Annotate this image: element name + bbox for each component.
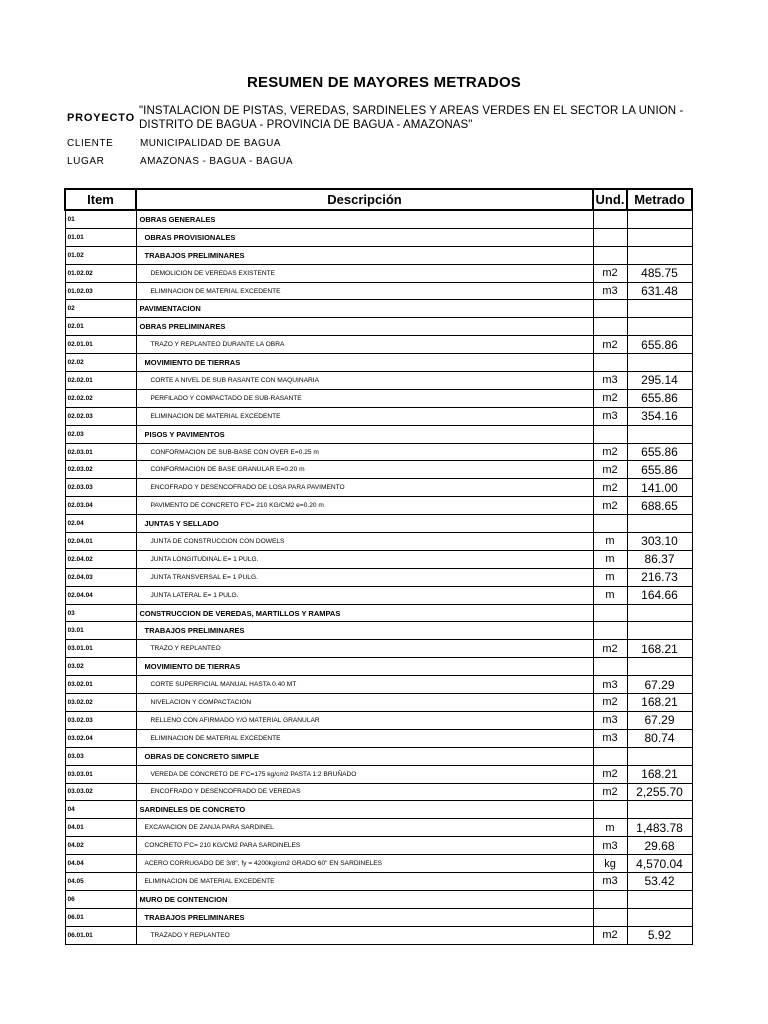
metrado-cell: 303.10: [627, 533, 692, 551]
table-header-row: [65, 189, 692, 210]
unit-cell: m3: [593, 282, 627, 300]
item-cell: 03: [65, 604, 136, 622]
item-cell: 02.03: [65, 425, 136, 443]
item-cell: 02.04.02: [65, 550, 136, 568]
description-cell: NIVELACION Y COMPACTACION: [136, 694, 593, 712]
metrado-cell: [627, 604, 692, 622]
table-row: [65, 604, 692, 622]
table-row: [65, 658, 692, 676]
description-cell: ELIMINACION DE MATERIAL EXCEDENTE: [136, 872, 593, 890]
metrado-cell: 655.86: [627, 461, 692, 479]
description-cell: PAVIMENTACION: [136, 300, 593, 318]
unit-cell: m: [593, 586, 627, 604]
unit-cell: [593, 354, 627, 372]
description-cell: MURO DE CONTENCION: [136, 890, 593, 908]
table-row: [65, 550, 692, 568]
unit-cell: m2: [593, 389, 627, 407]
table-row: [65, 282, 692, 300]
table-row: [65, 801, 692, 819]
description-cell: PAVIMENTO DE CONCRETO F'C= 210 KG/CM2 e=0.20 m: [136, 497, 593, 515]
metrados-table: [64, 188, 693, 945]
table-row: [65, 479, 692, 497]
description-cell: ENCOFRADO Y DESENCOFRADO DE LOSA PARA PAVIMENTO: [136, 479, 593, 497]
table-row: [65, 908, 692, 926]
table-row: [65, 586, 692, 604]
unit-cell: m: [593, 550, 627, 568]
description-cell: CONFORMACION DE BASE GRANULAR E=0.20 m: [136, 461, 593, 479]
unit-cell: [593, 658, 627, 676]
description-cell: OBRAS GENERALES: [136, 210, 593, 228]
description-cell: MOVIMIENTO DE TIERRAS: [136, 354, 593, 372]
table-row: [65, 389, 692, 407]
metrado-cell: 67.29: [627, 676, 692, 694]
description-cell: TRABAJOS PRELIMINARES: [136, 622, 593, 640]
table-row: [65, 228, 692, 246]
description-cell: ENCOFRADO Y DESENCOFRADO DE VEREDAS: [136, 783, 593, 801]
description-cell: CORTE A NIVEL DE SUB RASANTE CON MAQUINARIA: [136, 372, 593, 390]
unit-cell: [593, 210, 627, 228]
item-cell: 01.02: [65, 246, 136, 264]
item-cell: 01: [65, 210, 136, 228]
table-row: [65, 372, 692, 390]
item-cell: 04.05: [65, 872, 136, 890]
lugar-value: AMAZONAS - BAGUA - BAGUA: [140, 156, 293, 167]
metrado-cell: [627, 658, 692, 676]
item-cell: 02.04: [65, 515, 136, 533]
unit-cell: m2: [593, 336, 627, 354]
table-row: [65, 819, 692, 837]
unit-cell: m2: [593, 694, 627, 712]
item-cell: 03.02: [65, 658, 136, 676]
unit-cell: m2: [593, 765, 627, 783]
metrado-cell: 2,255.70: [627, 783, 692, 801]
unit-cell: m3: [593, 372, 627, 390]
lugar-label: LUGAR: [67, 156, 105, 167]
item-cell: 06.01: [65, 908, 136, 926]
item-cell: 02.03.02: [65, 461, 136, 479]
unit-cell: [593, 318, 627, 336]
item-cell: 02.03.03: [65, 479, 136, 497]
description-cell: ELIMINACION DE MATERIAL EXCEDENTE: [136, 729, 593, 747]
description-cell: EXCAVACION DE ZANJA PARA SARDINEL: [136, 819, 593, 837]
item-cell: 03.02.01: [65, 676, 136, 694]
table-row: [65, 264, 692, 282]
description-cell: TRAZO Y REPLANTEO DURANTE LA OBRA: [136, 336, 593, 354]
unit-cell: [593, 425, 627, 443]
description-cell: TRAZADO Y REPLANTEO: [136, 926, 593, 944]
description-cell: ELIMINACION DE MATERIAL EXCEDENTE: [136, 282, 593, 300]
metrado-cell: [627, 622, 692, 640]
metrado-cell: 141.00: [627, 479, 692, 497]
metrado-cell: 4,570.04: [627, 855, 692, 873]
metrado-cell: 86.37: [627, 550, 692, 568]
unit-cell: [593, 908, 627, 926]
unit-cell: [593, 246, 627, 264]
metrado-cell: 5.92: [627, 926, 692, 944]
metrado-cell: [627, 300, 692, 318]
metrado-cell: 485.75: [627, 264, 692, 282]
unit-cell: m2: [593, 926, 627, 944]
table-row: [65, 533, 692, 551]
unit-cell: m2: [593, 783, 627, 801]
metrado-cell: 216.73: [627, 568, 692, 586]
description-cell: ACERO CORRUGADO DE 3/8", fy = 4200kg/cm2 GRADO 60" EN SARDINELES: [136, 855, 593, 873]
table-row: [65, 926, 692, 944]
description-cell: CONSTRUCCION DE VEREDAS, MARTILLOS Y RAMPAS: [136, 604, 593, 622]
metrado-cell: 168.21: [627, 640, 692, 658]
item-cell: 02.03.01: [65, 443, 136, 461]
description-cell: OBRAS DE CONCRETO SIMPLE: [136, 747, 593, 765]
unit-cell: [593, 515, 627, 533]
column-header-und: Und.: [593, 189, 627, 210]
page-title: RESUMEN DE MAYORES METRADOS: [246, 74, 522, 91]
description-cell: OBRAS PROVISIONALES: [136, 228, 593, 246]
metrado-cell: 655.86: [627, 443, 692, 461]
table-row: [65, 210, 692, 228]
description-cell: ELIMINACION DE MATERIAL EXCEDENTE: [136, 407, 593, 425]
table-row: [65, 407, 692, 425]
table-row: [65, 640, 692, 658]
metrado-cell: [627, 890, 692, 908]
description-cell: SARDINELES DE CONCRETO: [136, 801, 593, 819]
item-cell: 02.02: [65, 354, 136, 372]
unit-cell: [593, 622, 627, 640]
unit-cell: m3: [593, 711, 627, 729]
description-cell: TRABAJOS PRELIMINARES: [136, 908, 593, 926]
metrado-cell: 655.86: [627, 389, 692, 407]
unit-cell: m3: [593, 837, 627, 855]
unit-cell: m: [593, 533, 627, 551]
metrado-cell: [627, 210, 692, 228]
description-cell: JUNTA TRANSVERSAL E= 1 PULG.: [136, 568, 593, 586]
item-cell: 02: [65, 300, 136, 318]
description-cell: RELLENO CON AFIRMADO Y/O MATERIAL GRANULAR: [136, 711, 593, 729]
item-cell: 03.03.02: [65, 783, 136, 801]
description-cell: JUNTA LONGITUDINAL E= 1 PULG.: [136, 550, 593, 568]
description-cell: VEREDA DE CONCRETO DE F'C=175 kg/cm2 PASTA 1:2 BRUÑADO: [136, 765, 593, 783]
table-row: [65, 890, 692, 908]
table-row: [65, 747, 692, 765]
column-header-descripcion: Descripción: [136, 189, 593, 210]
item-cell: 03.02.04: [65, 729, 136, 747]
unit-cell: m2: [593, 479, 627, 497]
table-row: [65, 425, 692, 443]
unit-cell: [593, 801, 627, 819]
metrado-cell: 688.65: [627, 497, 692, 515]
description-cell: JUNTA DE CONSTRUCCION CON DOWELS: [136, 533, 593, 551]
metrado-cell: 29.68: [627, 837, 692, 855]
item-cell: 02.04.03: [65, 568, 136, 586]
description-cell: CORTE SUPERFICIAL MANUAL HASTA 0.40 MT: [136, 676, 593, 694]
item-cell: 06: [65, 890, 136, 908]
table-row: [65, 354, 692, 372]
description-cell: MOVIMIENTO DE TIERRAS: [136, 658, 593, 676]
metrado-cell: 53.42: [627, 872, 692, 890]
metrado-cell: 354.16: [627, 407, 692, 425]
table-row: [65, 872, 692, 890]
item-cell: 01.01: [65, 228, 136, 246]
column-header-metrado: Metrado: [627, 189, 692, 210]
table-row: [65, 443, 692, 461]
unit-cell: m3: [593, 676, 627, 694]
description-cell: TRABAJOS PRELIMINARES: [136, 246, 593, 264]
metrado-cell: 168.21: [627, 765, 692, 783]
item-cell: 02.02.02: [65, 389, 136, 407]
metrado-cell: 168.21: [627, 694, 692, 712]
unit-cell: m2: [593, 461, 627, 479]
item-cell: 03.03.01: [65, 765, 136, 783]
item-cell: 03.02.02: [65, 694, 136, 712]
metrado-cell: [627, 515, 692, 533]
description-cell: JUNTA LATERAL E= 1 PULG.: [136, 586, 593, 604]
metrado-cell: [627, 801, 692, 819]
metrado-cell: 67.29: [627, 711, 692, 729]
item-cell: 03.01: [65, 622, 136, 640]
metrado-cell: 164.66: [627, 586, 692, 604]
table-row: [65, 246, 692, 264]
table-row: [65, 676, 692, 694]
metrado-cell: [627, 747, 692, 765]
unit-cell: kg: [593, 855, 627, 873]
metrado-cell: 295.14: [627, 372, 692, 390]
metrado-cell: [627, 246, 692, 264]
item-cell: 02.02.01: [65, 372, 136, 390]
metrado-cell: [627, 228, 692, 246]
item-cell: 04.04: [65, 855, 136, 873]
metrado-cell: [627, 908, 692, 926]
item-cell: 01.02.02: [65, 264, 136, 282]
cliente-label: CLIENTE: [67, 138, 114, 149]
metrado-cell: 655.86: [627, 336, 692, 354]
unit-cell: [593, 604, 627, 622]
table-row: [65, 837, 692, 855]
description-cell: DEMOLICION DE VEREDAS EXISTENTE: [136, 264, 593, 282]
item-cell: 04.02: [65, 837, 136, 855]
metrado-cell: [627, 318, 692, 336]
metrado-cell: 1,483.78: [627, 819, 692, 837]
description-cell: CONCRETO F'C= 210 KG/CM2 PARA SARDINELES: [136, 837, 593, 855]
metrado-cell: [627, 425, 692, 443]
description-cell: OBRAS PRELIMINARES: [136, 318, 593, 336]
cliente-value: MUNICIPALIDAD DE BAGUA: [140, 138, 281, 149]
item-cell: 04: [65, 801, 136, 819]
table-row: [65, 729, 692, 747]
unit-cell: m3: [593, 407, 627, 425]
item-cell: 04.01: [65, 819, 136, 837]
table-row: [65, 497, 692, 515]
proyecto-value: "INSTALACION DE PISTAS, VEREDAS, SARDINELES Y AREAS VERDES EN EL SECTOR LA UNION - DISTRITO DE BAGUA - PROVINCIA DE BAGUA - AMAZONAS": [139, 105, 684, 131]
item-cell: 02.03.04: [65, 497, 136, 515]
table-row: [65, 783, 692, 801]
unit-cell: [593, 890, 627, 908]
unit-cell: m2: [593, 443, 627, 461]
unit-cell: m2: [593, 264, 627, 282]
table-row: [65, 622, 692, 640]
table-row: [65, 855, 692, 873]
unit-cell: m3: [593, 872, 627, 890]
description-cell: TRAZO Y REPLANTEO: [136, 640, 593, 658]
unit-cell: [593, 300, 627, 318]
item-cell: 03.03: [65, 747, 136, 765]
unit-cell: [593, 747, 627, 765]
table-row: [65, 711, 692, 729]
table-row: [65, 336, 692, 354]
description-cell: JUNTAS Y SELLADO: [136, 515, 593, 533]
item-cell: 02.01: [65, 318, 136, 336]
table-row: [65, 318, 692, 336]
table-row: [65, 765, 692, 783]
item-cell: 02.04.01: [65, 533, 136, 551]
unit-cell: [593, 228, 627, 246]
table-row: [65, 515, 692, 533]
table-row: [65, 300, 692, 318]
item-cell: 03.01.01: [65, 640, 136, 658]
item-cell: 02.02.03: [65, 407, 136, 425]
description-cell: CONFORMACION DE SUB-BASE CON OVER E=0.25 m: [136, 443, 593, 461]
table-row: [65, 694, 692, 712]
item-cell: 06.01.01: [65, 926, 136, 944]
column-header-item: Item: [65, 189, 136, 210]
item-cell: 01.02.03: [65, 282, 136, 300]
unit-cell: m2: [593, 640, 627, 658]
unit-cell: m3: [593, 729, 627, 747]
proyecto-label: PROYECTO: [67, 112, 135, 124]
table-body: [65, 210, 692, 944]
description-cell: PISOS Y PAVIMENTOS: [136, 425, 593, 443]
item-cell: 03.02.03: [65, 711, 136, 729]
metrado-cell: 631.48: [627, 282, 692, 300]
unit-cell: m: [593, 819, 627, 837]
description-cell: PERFILADO Y COMPACTADO DE SUB-RASANTE: [136, 389, 593, 407]
item-cell: 02.04.04: [65, 586, 136, 604]
table-row: [65, 568, 692, 586]
unit-cell: m2: [593, 497, 627, 515]
metrado-cell: 80.74: [627, 729, 692, 747]
table-row: [65, 461, 692, 479]
unit-cell: m: [593, 568, 627, 586]
item-cell: 02.01.01: [65, 336, 136, 354]
metrado-cell: [627, 354, 692, 372]
